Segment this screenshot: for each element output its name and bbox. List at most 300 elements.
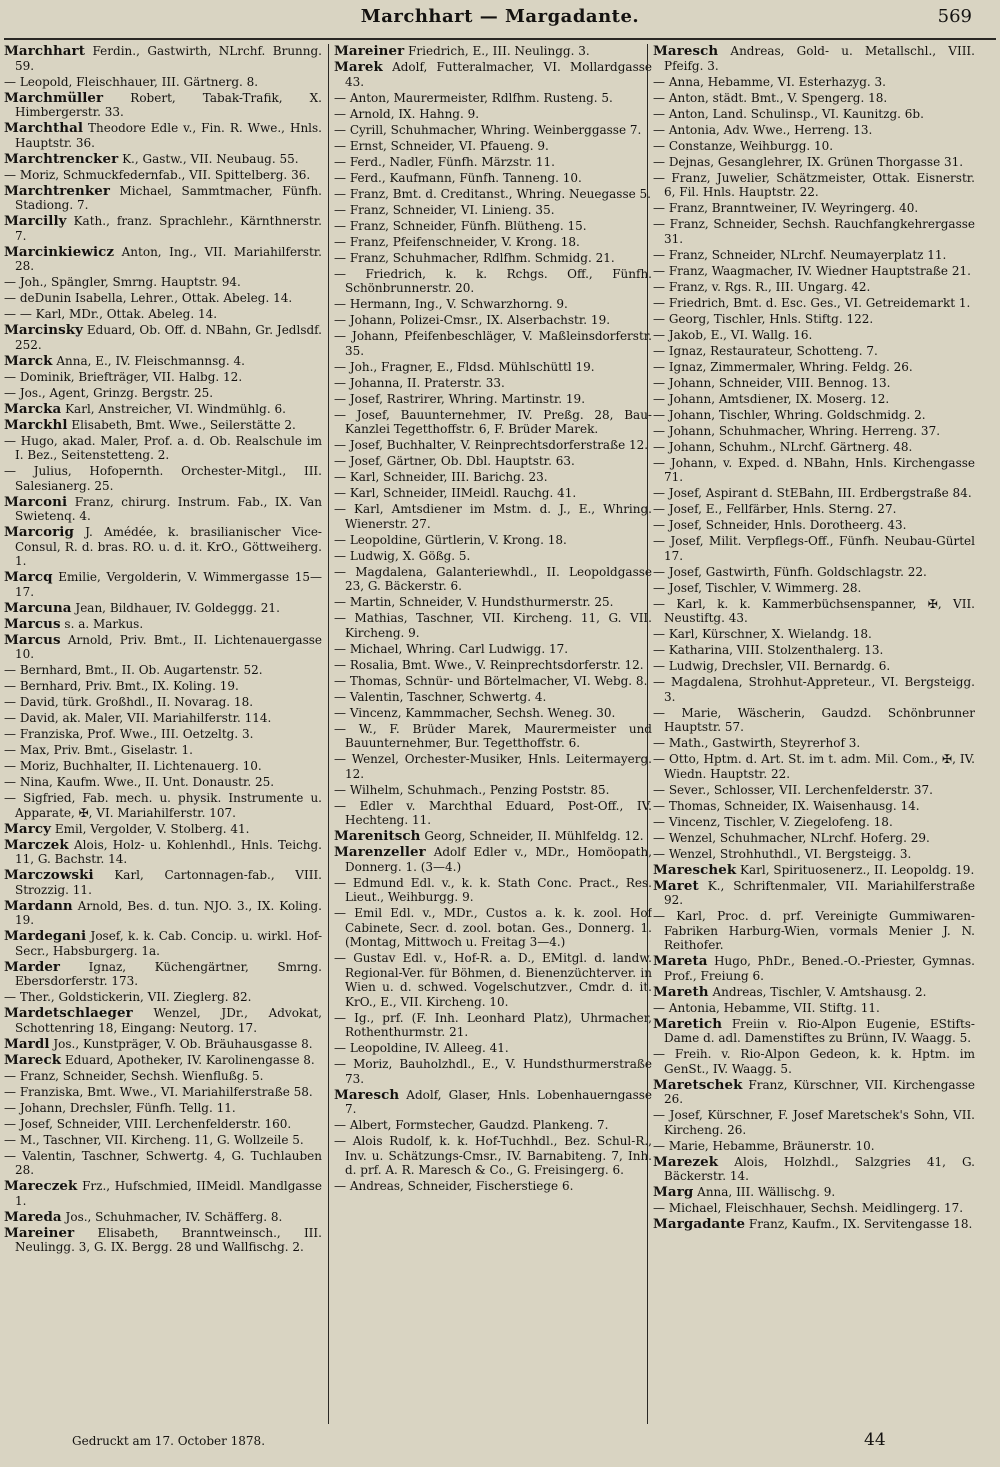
- entry-details: Eduard, Ob. Off. d. NBahn, Gr. Jedlsdf. 252.: [15, 323, 322, 352]
- directory-entry: [334, 829, 652, 844]
- directory-entry: [334, 783, 652, 798]
- directory-entry: [653, 736, 975, 751]
- entry-details: Freiin v. Rio-Alpon Eugenie, EStifts-Dame d. adl. Damenstiftes zu Brünn, IV. Waagg. 5.: [664, 1016, 975, 1045]
- directory-entry: [653, 107, 975, 122]
- directory-entry: [4, 464, 322, 493]
- directory-entry: [334, 438, 652, 453]
- entry-details: — Michael, Whring. Carl Ludwigg. 17.: [334, 641, 569, 656]
- entry-surname: Mareta: [653, 953, 708, 969]
- directory-entry: [4, 44, 322, 73]
- entry-details: — Johanna, II. Praterstr. 33.: [334, 375, 505, 390]
- entry-details: — Martin, Schneider, V. Hundsthurmerstr. 25.: [334, 595, 614, 609]
- directory-entry: [334, 486, 652, 501]
- column-divider: [647, 44, 648, 1424]
- entry-details: — Karl, k. k. Kammerbüchsenspanner, ✠, VII. Neustiftg. 43.: [653, 596, 975, 625]
- directory-entry: [653, 1108, 975, 1137]
- directory-entry: [334, 502, 652, 531]
- entry-details: — Jos., Agent, Grinzg. Bergstr. 25.: [4, 385, 214, 400]
- entry-surname: Mareschek: [653, 861, 737, 878]
- directory-entry: [334, 297, 652, 312]
- directory-entry: [653, 815, 975, 830]
- entry-details: — Anton, städt. Bmt., V. Spengerg. 18.: [653, 90, 888, 105]
- entry-details: — Joh., Fragner, E., Fldsd. Mühlschüttl 19.: [334, 359, 595, 374]
- directory-entry: [334, 752, 652, 781]
- entry-details: — Joh., Spängler, Smrng. Hauptstr. 94.: [4, 275, 241, 289]
- entry-surname: Marezek: [653, 1153, 719, 1170]
- entry-surname: Marczek: [4, 836, 69, 853]
- entry-details: — Josef, Bauunternehmer, IV. Preßg. 28, Bau-Kanzlei Tegetthoffstr. 6, F. Brüder Marek.: [334, 407, 652, 436]
- directory-entry: [4, 679, 322, 694]
- entry-details: — W., F. Brüder Marek, Maurermeister und Bauunternehmer, Bur. Tegetthoffstr. 6.: [334, 721, 652, 750]
- entry-surname: Marcus: [4, 615, 61, 632]
- directory-entry: [653, 296, 975, 311]
- directory-entry: [4, 775, 322, 790]
- entry-details: — Ig., prf. (F. Inh. Leonhard Platz), Uhrmacher, Rothenthurmstr. 21.: [334, 1010, 652, 1039]
- directory-entry: [653, 597, 975, 626]
- entry-details: Franz, chirurg. Instrum. Fab., IX. Van Swietenq. 4.: [15, 494, 322, 523]
- entry-details: — Johann, v. Exped. d. NBahn, Hnls. Kirchengasse 71.: [653, 455, 975, 484]
- directory-entry: [653, 1185, 975, 1200]
- entry-details: — Johann, Schneider, VIII. Bennog. 13.: [653, 375, 891, 390]
- entry-surname: Marchtrenker: [4, 182, 110, 199]
- sheet-number: 44: [864, 1430, 886, 1450]
- entry-details: — Johann, Schuhmacher, Whring. Herreng. 37.: [653, 423, 941, 438]
- entry-details: — Wenzel, Strohhuthdl., VI. Bergsteigg. 3.: [653, 846, 912, 861]
- entry-details: — Josef, Schneider, Hnls. Dorotheerg. 43.: [653, 518, 907, 532]
- directory-entry: [4, 354, 322, 369]
- entry-details: — Franz, Schneider, VI. Linieng. 35.: [334, 202, 555, 217]
- entry-surname: Marchhart: [4, 44, 85, 59]
- entry-details: Adolf, Glaser, Hnls. Lobenhauerngasse 7.: [345, 1087, 652, 1116]
- entry-details: — Josef, Rastrirer, Whring. Martinstr. 19.: [334, 391, 586, 406]
- directory-entry: [653, 752, 975, 781]
- directory-entry: [4, 743, 322, 758]
- entry-details: Alois, Holz- u. Kohlenhdl., Hnls. Teichg. 11, G. Bachstr. 14.: [15, 837, 322, 866]
- directory-entry: [334, 1118, 652, 1133]
- entry-surname: Mareck: [4, 1051, 62, 1068]
- directory-entry: [653, 581, 975, 596]
- entry-surname: Marchtrencker: [4, 150, 119, 167]
- directory-entry: [4, 601, 322, 616]
- entry-surname: Maretschek: [653, 1076, 743, 1093]
- directory-entry: [334, 533, 652, 548]
- entry-details: — Cyrill, Schuhmacher, Whring. Weinberggasse 7.: [334, 122, 642, 137]
- entry-details: Anton, Ing., VII. Mariahilferstr. 28.: [15, 244, 322, 273]
- directory-entry: [4, 184, 322, 213]
- entry-details: — Franz, Branntweiner, IV. Weyringerg. 40.: [653, 201, 919, 215]
- entry-details: — Leopold, Fleischhauer, III. Gärtnerg. 8.: [4, 74, 259, 89]
- entry-surname: Marcy: [4, 820, 51, 837]
- entry-details: — Michael, Fleischhauer, Sechsh. Meidlingerg. 17.: [653, 1201, 964, 1215]
- directory-entry: [334, 107, 652, 122]
- entry-surname: Marcilly: [4, 213, 67, 229]
- directory-entry: [653, 799, 975, 814]
- directory-entry: [653, 1139, 975, 1154]
- directory-entry: [334, 951, 652, 1009]
- entry-details: — Mathias, Taschner, VII. Kircheng. 11, G. VII. Kircheng. 9.: [334, 611, 652, 640]
- entry-details: — Johann, Amtsdiener, IX. Moserg. 12.: [653, 391, 890, 406]
- entry-details: — Josef, Milit. Verpflegs-Off., Fünfh. Neubau-Gürtel 17.: [653, 534, 975, 563]
- directory-entry: [334, 845, 652, 874]
- entry-details: — Franz, Schneider, NLrchf. Neumayerplatz 11.: [653, 247, 947, 262]
- directory-entry: [653, 91, 975, 106]
- entry-details: — Franz, Juwelier, Schätzmeister, Ottak. Eisnerstr. 6, Fil. Hnls. Hauptstr. 22.: [653, 170, 975, 199]
- entry-surname: Maretich: [653, 1015, 723, 1032]
- entry-details: — Josef, Kürschner, F. Josef Maretschek's Sohn, VII. Kircheng. 26.: [653, 1108, 975, 1137]
- directory-entry: [4, 525, 322, 569]
- directory-entry: [653, 1001, 975, 1016]
- entry-surname: Mareth: [653, 983, 709, 1000]
- directory-entry: [653, 139, 975, 154]
- entry-details: — Wenzel, Schuhmacher, NLrchf. Hoferg. 29.: [653, 830, 930, 845]
- directory-entry: [4, 695, 322, 710]
- directory-entry: [653, 440, 975, 455]
- directory-entry: [4, 899, 322, 928]
- entry-details: — Julius, Hofopernth. Orchester-Mitgl., III. Salesianerg. 25.: [4, 464, 322, 493]
- directory-entry: [653, 201, 975, 216]
- directory-entry: [653, 643, 975, 658]
- directory-entry: [334, 392, 652, 407]
- entry-details: — Wilhelm, Schuhmach., Penzing Poststr. 85.: [334, 782, 610, 797]
- directory-entry: [653, 1047, 975, 1076]
- entry-details: — Johann, Pfeifenbeschläger, V. Maßleinsdorferstr. 35.: [334, 329, 652, 358]
- directory-entry: [653, 344, 975, 359]
- entry-surname: Maresch: [653, 44, 719, 59]
- entry-details: — Karl, Proc. d. prf. Vereinigte Gummiwaren-Fabriken Harburg-Wien, vormals Menier J. N. Reithofer.: [653, 909, 975, 952]
- directory-column-3: [653, 44, 975, 1427]
- directory-entry: [334, 203, 652, 218]
- directory-entry: [653, 518, 975, 533]
- directory-entry: [334, 454, 652, 469]
- entry-details: — Edler v. Marchthal Eduard, Post-Off., IV. Hechteng. 11.: [334, 798, 652, 827]
- directory-entry: [4, 75, 322, 90]
- directory-entry: [653, 706, 975, 735]
- entry-surname: Marder: [4, 958, 61, 975]
- directory-entry: [4, 822, 322, 837]
- directory-entry: [334, 139, 652, 154]
- header-rule: [4, 38, 996, 40]
- entry-details: — Ferd., Kaufmann, Fünfh. Tanneng. 10.: [334, 170, 582, 185]
- directory-entry: [334, 549, 652, 564]
- entry-surname: Mardann: [4, 897, 73, 914]
- entry-details: — Josef, Tischler, V. Wimmerg. 28.: [653, 580, 862, 595]
- entry-details: — Leopoldine, Gürtlerin, V. Krong. 18.: [334, 532, 567, 547]
- directory-entry: [4, 791, 322, 820]
- entry-details: — Magdalena, Galanteriewhdl., II. Leopoldgasse 23, G. Bäckerstr. 6.: [334, 564, 652, 593]
- entry-details: Robert, Tabak-Trafik, X. Himbergerstr. 33.: [15, 90, 322, 119]
- directory-column-2: [334, 44, 652, 1427]
- directory-entry: [4, 1133, 322, 1148]
- entry-surname: Marconi: [4, 493, 68, 510]
- directory-entry: [4, 245, 322, 274]
- directory-entry: [334, 1088, 652, 1117]
- directory-entry: [334, 595, 652, 610]
- directory-entry: [4, 570, 322, 599]
- entry-details: — Franz, v. Rgs. R., III. Ungarg. 42.: [653, 279, 871, 294]
- entry-details: — Anton, Land. Schulinsp., VI. Kaunitzg. 6b.: [653, 106, 924, 121]
- entry-details: — Leopoldine, IV. Alleeg. 41.: [334, 1041, 509, 1055]
- directory-entry: [334, 408, 652, 437]
- entry-details: — Sigfried, Fab. mech. u. physik. Instrumente u. Apparate, ✠, VI. Mariahilferstr. 107.: [4, 791, 322, 820]
- directory-entry: [653, 863, 975, 878]
- entry-surname: Marckhl: [4, 416, 68, 433]
- directory-entry: [334, 329, 652, 358]
- entry-details: — Karl, Amtsdiener im Mstm. d. J., E., Whring. Wienerstr. 27.: [334, 502, 652, 531]
- directory-entry: [334, 906, 652, 950]
- directory-entry: [653, 376, 975, 391]
- directory-entry: [4, 1149, 322, 1178]
- entry-details: — Gustav Edl. v., Hof-R. a. D., EMitgl. d. landw. Regional-Ver. für Böhmen, d. Bienenzüchterver. in Wien u. d. schwed. Vogelschutzver., Cmdr. d. it. KrO., E., VII. Kircheng. 10.: [334, 951, 652, 1009]
- entry-details: Andreas, Gold- u. Metallschl., VIII. Pfeifg. 3.: [664, 44, 975, 73]
- directory-entry: [653, 1078, 975, 1107]
- entry-details: — Franz, Schuhmacher, Rdlfhm. Schmidg. 21.: [334, 250, 615, 265]
- entry-details: — Anna, Hebamme, VI. Esterhazyg. 3.: [653, 74, 886, 89]
- entry-surname: Marcinsky: [4, 322, 84, 338]
- entry-details: — Ferd., Nadler, Fünfh. Märzstr. 11.: [334, 154, 555, 169]
- entry-details: — Karl, Kürschner, X. Wielandg. 18.: [653, 627, 872, 641]
- entry-surname: Marchthal: [4, 120, 84, 136]
- directory-entry: [653, 783, 975, 798]
- directory-entry: [653, 408, 975, 423]
- entry-details: J. Amédée, k. brasilianischer Vice-Consul, R. d. bras. RO. u. d. it. KrO., Göttweiherg. 1.: [15, 525, 322, 568]
- directory-entry: [334, 60, 652, 89]
- entry-details: — Constanze, Weihburgg. 10.: [653, 138, 834, 153]
- entry-details: K., Gastw., VII. Neubaug. 55.: [122, 151, 299, 166]
- directory-entry: [4, 868, 322, 897]
- entry-details: — Georg, Tischler, Hnls. Stiftg. 122.: [653, 311, 874, 326]
- directory-entry: [4, 1226, 322, 1255]
- directory-entry: [334, 155, 652, 170]
- directory-entry: [653, 75, 975, 90]
- directory-entry: [4, 1085, 322, 1100]
- entry-details: — Friedrich, Bmt. d. Esc. Ges., VI. Getreidemarkt 1.: [653, 295, 971, 310]
- entry-surname: Mareiner: [4, 1224, 75, 1241]
- directory-entry: [4, 838, 322, 867]
- directory-entry: [334, 123, 652, 138]
- directory-entry: [4, 168, 322, 183]
- entry-details: — Wenzel, Orchester-Musiker, Hnls. Leitermayerg. 12.: [334, 752, 652, 781]
- entry-details: — deDunin Isabella, Lehrer., Ottak. Abeleg. 14.: [4, 291, 293, 305]
- directory-entry: [4, 307, 322, 322]
- directory-entry: [4, 990, 322, 1005]
- directory-entry: [334, 674, 652, 689]
- entry-details: Adolf Edler v., MDr., Homöopath, Donnerg. 1. (3—4.): [345, 845, 652, 874]
- entry-details: — Franz, Schneider, Sechsh. Wienflußg. 5.: [4, 1068, 264, 1083]
- entry-details: — Josef, E., Fellfärber, Hnls. Sterng. 27.: [653, 502, 897, 516]
- directory-entry: [334, 360, 652, 375]
- directory-entry: [653, 985, 975, 1000]
- directory-entry: [4, 1037, 322, 1052]
- directory-column-1: [4, 44, 322, 1427]
- entry-surname: Marenzeller: [334, 844, 426, 860]
- entry-details: Karl, Anstreicher, VI. Windmühlg. 6.: [65, 401, 286, 416]
- entry-surname: Mareczek: [4, 1178, 78, 1194]
- directory-entry: [653, 534, 975, 563]
- entry-details: — Marie, Hebamme, Bräunerstr. 10.: [653, 1138, 875, 1153]
- entry-details: Theodore Edle v., Fin. R. Wwe., Hnls. Hauptstr. 36.: [15, 121, 322, 150]
- entry-details: — Moriz, Buchhalter, II. Lichtenauerg. 10.: [4, 759, 262, 773]
- directory-entry: [653, 328, 975, 343]
- entry-surname: Maret: [653, 877, 699, 894]
- column-divider: [328, 44, 329, 1424]
- directory-entry: [653, 280, 975, 295]
- entry-details: — Karl, Schneider, III. Barichg. 23.: [334, 470, 548, 484]
- entry-details: — Alois Rudolf, k. k. Hof-Tuchhdl., Bez. Schul-R., Inv. u. Schätzungs-Cmsr., IV. Barnabiteng. 7, Inh. d. prf. A. R. Maresch & Co., G. Freisingerg. 6.: [334, 1134, 652, 1177]
- entry-details: — Ignaz, Zimmermaler, Whring. Feldg. 26.: [653, 359, 913, 374]
- directory-entry: [653, 123, 975, 138]
- entry-details: Eduard, Apotheker, IV. Karolinengasse 8.: [64, 1052, 315, 1067]
- entry-details: — Friedrich, k. k. Rchgs. Off., Fünfh. Schönbrunnerstr. 20.: [334, 266, 652, 295]
- entry-details: Ignaz, Küchengärtner, Smrng. Ebersdorferstr. 173.: [15, 959, 322, 988]
- directory-entry: [653, 486, 975, 501]
- entry-details: Jos., Schuhmacher, IV. Schäfferg. 8.: [65, 1209, 283, 1224]
- directory-entry: [334, 1179, 652, 1194]
- directory-entry: [4, 727, 322, 742]
- entry-details: — Thomas, Schneider, IX. Waisenhausg. 14.: [653, 798, 920, 813]
- entry-surname: Marg: [653, 1184, 694, 1200]
- directory-entry: [4, 434, 322, 463]
- entry-details: Adolf, Futteralmacher, VI. Mollardgasse 43.: [345, 60, 652, 89]
- directory-entry: [653, 155, 975, 170]
- entry-details: Hugo, PhDr., Bened.-O.-Priester, Gymnas. Prof., Freiung 6.: [664, 954, 975, 983]
- directory-entry: [4, 1069, 322, 1084]
- directory-entry: [4, 418, 322, 433]
- entry-details: — Johann, Schuhm., NLrchf. Gärtnerg. 48.: [653, 439, 913, 454]
- entry-details: — Franz, Schneider, Sechsh. Rauchfangkehrergasse 31.: [653, 217, 975, 246]
- directory-entry: [4, 214, 322, 243]
- directory-entry: [4, 275, 322, 290]
- entry-surname: Marcus: [4, 631, 61, 648]
- entry-details: — Johann, Drechsler, Fünfh. Tellg. 11.: [4, 1100, 236, 1115]
- entry-details: — Johann, Tischler, Whring. Goldschmidg. 2.: [653, 407, 926, 422]
- entry-details: — Franz, Waagmacher, IV. Wiedner Hauptstraße 21.: [653, 263, 971, 278]
- entry-details: — Nina, Kaufm. Wwe., II. Unt. Donaustr. 25.: [4, 775, 275, 789]
- entry-details: Kath., franz. Sprachlehr., Kärnthnerstr. 7.: [15, 214, 322, 243]
- directory-entry: [334, 171, 652, 186]
- directory-entry: [653, 831, 975, 846]
- directory-entry: [4, 121, 322, 150]
- directory-entry: [4, 759, 322, 774]
- entry-details: Emil, Vergolder, V. Stolberg. 41.: [54, 821, 250, 836]
- directory-entry: [4, 386, 322, 401]
- entry-details: Elisabeth, Bmt. Wwe., Seilerstätte 2.: [71, 417, 296, 432]
- entry-surname: Mareiner: [334, 44, 405, 59]
- directory-entry: [334, 235, 652, 250]
- directory-entry: [653, 909, 975, 953]
- entry-details: — Karl, Schneider, IIMeidl. Rauchg. 41.: [334, 486, 577, 500]
- entry-details: — Ludwig, Drechsler, VII. Bernardg. 6.: [653, 659, 891, 673]
- entry-details: — Dominik, Briefträger, VII. Halbg. 12.: [4, 369, 243, 384]
- directory-entry: [4, 929, 322, 958]
- entry-details: — Franz, Pfeifenschneider, V. Krong. 18.: [334, 234, 580, 249]
- entry-surname: Mardl: [4, 1035, 50, 1052]
- entry-details: — Ludwig, X. Gößg. 5.: [334, 548, 471, 563]
- directory-entry: [334, 565, 652, 594]
- entry-details: — Sever., Schlosser, VII. Lerchenfelderstr. 37.: [653, 782, 933, 797]
- entry-details: — Valentin, Taschner, Schwertg. 4.: [334, 689, 547, 704]
- page-number: 569: [937, 6, 972, 27]
- entry-details: — Vincenz, Kammmacher, Sechsh. Weneg. 30.: [334, 705, 616, 720]
- entry-surname: Mareda: [4, 1208, 62, 1225]
- entry-details: — Jakob, E., VI. Wallg. 16.: [653, 327, 813, 342]
- directory-entry: [653, 44, 975, 73]
- entry-details: — Moriz, Schmuckfedernfab., VII. Spittelberg. 36.: [4, 167, 311, 182]
- entry-surname: Marcinkiewicz: [4, 243, 115, 260]
- directory-entry: [334, 1041, 652, 1056]
- entry-details: Georg, Schneider, II. Mühlfeldg. 12.: [424, 829, 644, 843]
- entry-details: Elisabeth, Branntweinsch., III. Neulingg. 3, G. IX. Bergg. 28 und Wallfischg. 2.: [15, 1225, 322, 1254]
- directory-entry: [4, 1053, 322, 1068]
- directory-entry: [4, 1210, 322, 1225]
- entry-details: — David, türk. Großhdl., II. Novarag. 18.: [4, 695, 254, 709]
- directory-entry: [653, 248, 975, 263]
- page-title: Marchhart — Margadante.: [360, 6, 640, 27]
- directory-entry: [653, 675, 975, 704]
- entry-surname: Marcq: [4, 569, 53, 585]
- directory-entry: [4, 663, 322, 678]
- entry-details: Karl, Cartonnagen-fab., VIII. Strozzig. 11.: [15, 868, 322, 897]
- directory-entry: [4, 291, 322, 306]
- entry-surname: Mardetschlaeger: [4, 1005, 133, 1021]
- entry-details: — Albert, Formstecher, Gaudzd. Plankeng. 7.: [334, 1118, 609, 1132]
- entry-details: — Freih. v. Rio-Alpon Gedeon, k. k. Hptm. im GenSt., IV. Waagg. 5.: [653, 1047, 975, 1076]
- entry-surname: Marenitsch: [334, 828, 421, 844]
- directory-entry: [334, 313, 652, 328]
- directory-entry: [653, 627, 975, 642]
- directory-entry: [653, 847, 975, 862]
- directory-entry: [653, 424, 975, 439]
- entry-details: — Anton, Maurermeister, Rdlfhm. Rusteng. 5.: [334, 90, 613, 105]
- entry-details: Jos., Kunstpräger, V. Ob. Bräuhausgasse 8.: [53, 1036, 313, 1051]
- directory-entry: [653, 264, 975, 279]
- entry-details: Frz., Hufschmied, IIMeidl. Mandlgasse 1.: [15, 1179, 322, 1208]
- entry-surname: Marcorig: [4, 524, 74, 540]
- entry-surname: Mardegani: [4, 928, 87, 944]
- entry-details: Friedrich, E., III. Neulingg. 3.: [408, 44, 590, 58]
- entry-details: Alois, Holzhdl., Salzgries 41, G. Bäckerstr. 14.: [664, 1154, 975, 1183]
- directory-entry: [653, 502, 975, 517]
- page-footer: [0, 1430, 1000, 1460]
- entry-surname: Marck: [4, 352, 53, 369]
- entry-details: Anna, III. Wällischg. 9.: [697, 1185, 836, 1199]
- entry-details: Emilie, Vergolderin, V. Wimmergasse 15—17.: [15, 570, 322, 599]
- entry-details: Jean, Bildhauer, IV. Goldeggg. 21.: [75, 600, 280, 615]
- entry-surname: Marcuna: [4, 599, 72, 616]
- entry-details: — Math., Gastwirth, Steyrerhof 3.: [653, 736, 861, 750]
- directory-entry: [4, 1117, 322, 1132]
- entry-details: — Katharina, VIII. Stolzenthalerg. 13.: [653, 643, 884, 657]
- directory-entry: [653, 565, 975, 580]
- entry-details: s. a. Markus.: [64, 616, 144, 631]
- directory-entry: [334, 658, 652, 673]
- entry-details: — Franziska, Prof. Wwe., III. Oetzeltg. 3.: [4, 727, 254, 741]
- directory-entry: [4, 617, 322, 632]
- directory-entry: [334, 1057, 652, 1086]
- directory-entry: [334, 690, 652, 705]
- directory-entry: [4, 91, 322, 120]
- entry-details: K., Schriftenmaler, VII. Mariahilferstraße 92.: [664, 878, 975, 907]
- entry-details: — Ther., Goldstickerin, VII. Zieglerg. 82.: [4, 990, 252, 1004]
- entry-details: — Andreas, Schneider, Fischerstiege 6.: [334, 1179, 574, 1193]
- entry-surname: Marek: [334, 59, 383, 75]
- directory-entry: [653, 659, 975, 674]
- entry-details: — Max, Priv. Bmt., Giselastr. 1.: [4, 743, 193, 757]
- directory-entry: [4, 960, 322, 989]
- entry-details: — Arnold, IX. Hahng. 9.: [334, 106, 480, 121]
- entry-details: — David, ak. Maler, VII. Mariahilferstr. 114.: [4, 711, 272, 725]
- directory-entry: [653, 217, 975, 246]
- directory-entry: [4, 1101, 322, 1116]
